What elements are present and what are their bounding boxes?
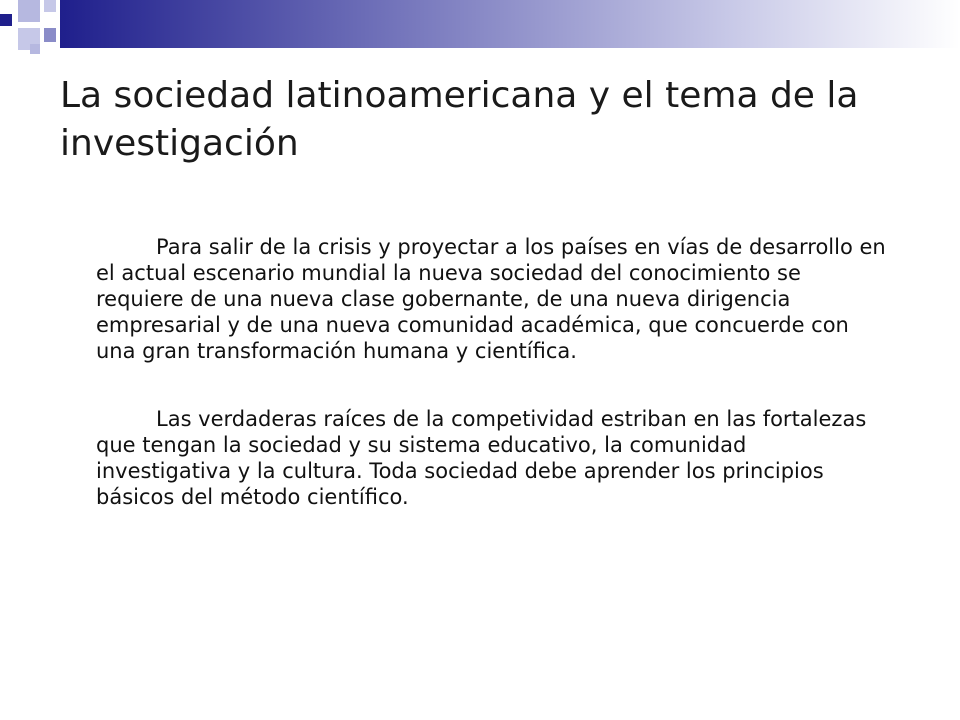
slide-title: La sociedad latinoamericana y el tema de la investigación: [60, 75, 859, 164]
deco-square-mid: [44, 28, 56, 42]
deco-square-small: [30, 44, 40, 54]
header-gradient-bar: [60, 0, 960, 48]
deco-square-light: [18, 0, 40, 22]
deco-square-light: [44, 0, 56, 12]
slide-body: [96, 234, 886, 552]
paragraph: Para salir de la crisis y proyectar a los países en vías de desarrollo en el actual escenario mundial la nueva sociedad del conocimiento se requiere de una nueva clase gobernante, de una nueva dirigencia empresarial y de una nueva comunidad académica, que concuerde con una gran transformación humana y científica.: [96, 235, 886, 363]
paragraph: Las verdaderas raíces de la competividad estriban en las fortalezas que tengan la sociedad y su sistema educativo, la comunidad investigativa y la cultura. Toda sociedad debe aprender los principios básicos del método científico.: [96, 407, 867, 509]
deco-square-dark: [0, 14, 12, 26]
header-decoration: [0, 0, 960, 60]
